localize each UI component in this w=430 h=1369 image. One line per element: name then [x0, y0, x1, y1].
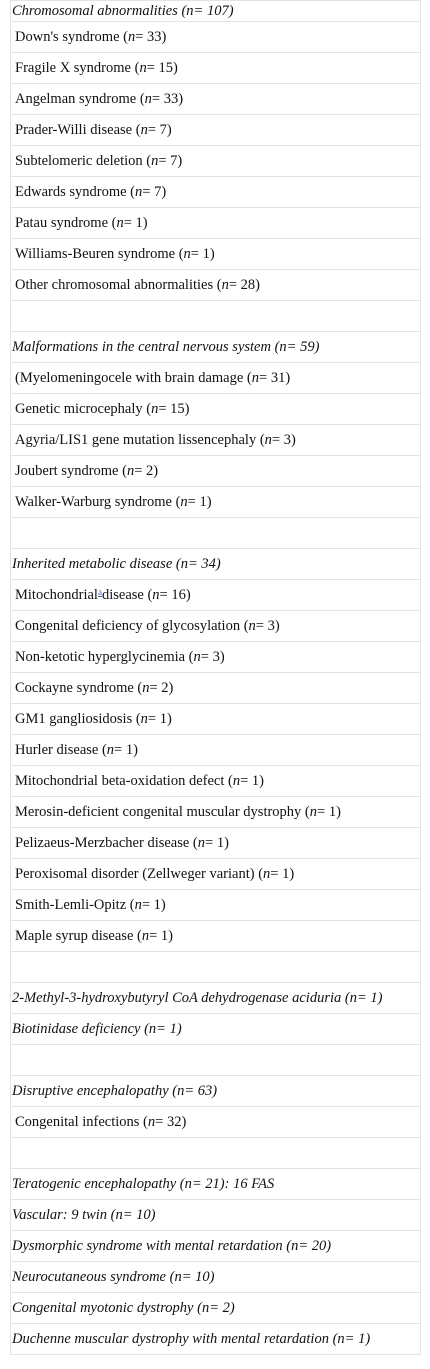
category-row — [11, 983, 420, 1014]
row-text: Patau syndrome ( — [15, 214, 117, 231]
category-row — [11, 1200, 420, 1231]
table-row — [11, 580, 420, 611]
row-text: Vascular: 9 twin ( — [12, 1206, 116, 1223]
n-symbol: n — [248, 617, 256, 634]
row-text: = 1) — [114, 741, 138, 758]
row-text: Joubert syndrome ( — [15, 462, 127, 479]
table-row — [11, 673, 420, 704]
n-symbol: n — [264, 431, 272, 448]
n-symbol: n — [127, 28, 136, 45]
row-text: Mitochondrial beta-oxidation defect ( — [15, 772, 233, 789]
row-text: = 10) — [181, 1268, 215, 1285]
row-text: = 1) — [187, 493, 212, 510]
row-text: = 1) — [190, 245, 215, 262]
row-text: Chromosomal abnormalities ( — [12, 2, 187, 19]
n-symbol: n — [177, 1082, 185, 1099]
table-row — [11, 425, 420, 456]
n-symbol: n — [140, 710, 148, 727]
row-text: = 33) — [151, 90, 184, 107]
row-text: = 16) — [159, 586, 191, 603]
row-text: disease ( — [101, 586, 153, 603]
row-text: (Myelomeningocele with brain damage ( — [15, 369, 252, 386]
row-text: Subtelomeric deletion ( — [15, 152, 152, 169]
row-text: = 21): 16 FAS — [191, 1175, 275, 1192]
row-text: Congenital myotonic dystrophy ( — [12, 1299, 202, 1316]
category-row — [11, 1293, 420, 1324]
row-text: = 107) — [193, 2, 234, 19]
row-text: = 31) — [259, 369, 291, 386]
row-text: Neurocutaneous syndrome ( — [12, 1268, 175, 1285]
n-symbol: n — [193, 648, 201, 665]
n-symbol: n — [144, 90, 152, 107]
row-text: = 2) — [134, 462, 159, 479]
table-row — [11, 270, 420, 301]
category-row — [11, 332, 420, 363]
table-row — [11, 704, 420, 735]
row-text: = 2) — [149, 679, 174, 696]
n-symbol: n — [186, 2, 194, 19]
n-symbol: n — [116, 214, 124, 231]
n-symbol: n — [263, 865, 271, 882]
category-row — [11, 1324, 420, 1355]
row-text: = 1) — [149, 927, 173, 944]
row-text: 2-Methyl-3-hydroxybutyryl CoA dehydrogenase aciduria ( — [12, 989, 350, 1006]
row-text: Hurler disease ( — [15, 741, 107, 758]
row-text: Pelizaeus-Merzbacher disease ( — [15, 834, 198, 851]
row-text: = 63) — [184, 1082, 218, 1099]
row-text: = 3) — [271, 431, 296, 448]
row-text: Merosin-deficient congenital muscular dystrophy ( — [15, 803, 310, 820]
row-text: Other chromosomal abnormalities ( — [15, 276, 222, 293]
row-text: = 1) — [123, 214, 148, 231]
row-text: GM1 gangliosidosis ( — [15, 710, 141, 727]
row-text: Down's syndrome ( — [15, 28, 128, 45]
row-text: Walker-Warburg syndrome ( — [15, 493, 181, 510]
n-symbol: n — [183, 245, 191, 262]
n-symbol: n — [147, 1113, 156, 1130]
row-text: = 32) — [155, 1113, 187, 1130]
blank-row — [11, 1138, 420, 1169]
row-text: Biotinidase deficiency ( — [12, 1020, 149, 1037]
n-symbol: n — [349, 989, 357, 1006]
blank-row — [11, 518, 420, 549]
row-text: = 20) — [298, 1237, 332, 1254]
table-row — [11, 208, 420, 239]
blank-row — [11, 952, 420, 983]
row-text: Edwards syndrome ( — [15, 183, 136, 200]
row-text: Smith-Lemli-Opitz ( — [15, 896, 135, 913]
n-symbol: n — [135, 183, 143, 200]
row-text: Angelman syndrome ( — [15, 90, 145, 107]
table-row — [11, 766, 420, 797]
footnote-link[interactable]: a — [97, 587, 102, 597]
table-row — [11, 456, 420, 487]
row-text: = 7) — [147, 121, 172, 138]
n-symbol: n — [180, 555, 188, 572]
row-text: Disruptive encephalopathy ( — [12, 1082, 178, 1099]
n-symbol: n — [142, 679, 150, 696]
category-row — [11, 1169, 420, 1200]
row-text: = 1) — [270, 865, 295, 882]
n-symbol: n — [279, 338, 287, 355]
row-text: Williams-Beuren syndrome ( — [15, 245, 184, 262]
row-text: Mitochondrial — [15, 586, 98, 603]
row-text: = 1) — [356, 989, 383, 1006]
row-text: Genetic microcephaly ( — [15, 400, 152, 417]
blank-row — [11, 1045, 420, 1076]
table-row — [11, 797, 420, 828]
table-row — [11, 611, 420, 642]
n-symbol: n — [148, 1020, 157, 1037]
n-symbol: n — [309, 803, 318, 820]
row-text: = 1) — [344, 1330, 371, 1347]
table-row — [11, 394, 420, 425]
category-row — [11, 1231, 420, 1262]
row-text: Non-ketotic hyperglycinemia ( — [15, 648, 194, 665]
row-text: = 1) — [141, 896, 166, 913]
n-symbol: n — [184, 1175, 192, 1192]
category-row — [11, 0, 420, 22]
row-text: = 1) — [317, 803, 341, 820]
table-row — [11, 735, 420, 766]
row-text: = 15) — [146, 59, 178, 76]
table-row — [11, 177, 420, 208]
table-row — [11, 921, 420, 952]
row-text: Congenital infections ( — [15, 1113, 148, 1130]
row-text: = 3) — [255, 617, 280, 634]
table-row — [11, 115, 420, 146]
row-text: Cockayne syndrome ( — [15, 679, 143, 696]
blank-row — [11, 301, 420, 332]
row-text: Congenital deficiency of glycosylation ( — [15, 617, 249, 634]
table-row — [11, 642, 420, 673]
n-symbol: n — [174, 1268, 182, 1285]
table-row — [11, 22, 420, 53]
n-symbol: n — [115, 1206, 123, 1223]
table-row — [11, 890, 420, 921]
n-symbol: n — [180, 493, 188, 510]
n-symbol: n — [106, 741, 115, 758]
n-symbol: n — [337, 1330, 345, 1347]
category-row — [11, 1076, 420, 1107]
row-text: = 15) — [158, 400, 190, 417]
n-symbol: n — [141, 927, 150, 944]
row-text: = 1) — [240, 772, 264, 789]
row-text: Fragile X syndrome ( — [15, 59, 140, 76]
n-symbol: n — [134, 896, 142, 913]
n-symbol: n — [152, 586, 160, 603]
row-text: = 33) — [135, 28, 167, 45]
row-text: = 28) — [228, 276, 260, 293]
row-text: = 1) — [147, 710, 172, 727]
row-text: = 2) — [209, 1299, 235, 1316]
row-text: = 10) — [122, 1206, 156, 1223]
n-symbol: n — [151, 400, 159, 417]
n-symbol: n — [291, 1237, 299, 1254]
row-text: = 7) — [142, 183, 167, 200]
table-row — [11, 828, 420, 859]
table-row — [11, 146, 420, 177]
row-text: = 1) — [205, 834, 229, 851]
row-text: Teratogenic encephalopathy ( — [12, 1175, 185, 1192]
n-symbol: n — [201, 1299, 210, 1316]
row-text: Peroxisomal disorder (Zellweger variant) ( — [15, 865, 264, 882]
n-symbol: n — [151, 152, 159, 169]
n-symbol: n — [139, 59, 147, 76]
row-text: Inherited metabolic disease ( — [12, 555, 181, 572]
table-row — [11, 1107, 420, 1138]
row-text: = 3) — [200, 648, 225, 665]
n-symbol: n — [140, 121, 148, 138]
table-row — [11, 487, 420, 518]
n-symbol: n — [126, 462, 135, 479]
table-row — [11, 84, 420, 115]
n-symbol: n — [221, 276, 229, 293]
row-text: = 1) — [156, 1020, 182, 1037]
category-row — [11, 1014, 420, 1045]
row-text: Agyria/LIS1 gene mutation lissencephaly ( — [15, 431, 265, 448]
category-row — [11, 549, 420, 580]
row-text: = 59) — [286, 338, 320, 355]
diagnosis-table — [10, 0, 421, 1355]
row-text: Maple syrup disease ( — [15, 927, 142, 944]
table-row — [11, 53, 420, 84]
table-row — [11, 239, 420, 270]
row-text: Prader-Willi disease ( — [15, 121, 141, 138]
table-row — [11, 859, 420, 890]
n-symbol: n — [197, 834, 206, 851]
category-row — [11, 1262, 420, 1293]
n-symbol: n — [232, 772, 241, 789]
table-row — [11, 363, 420, 394]
row-text: = 7) — [158, 152, 183, 169]
row-text: Duchenne muscular dystrophy with mental retardation ( — [12, 1330, 338, 1347]
n-symbol: n — [251, 369, 260, 386]
row-text: Malformations in the central nervous system ( — [12, 338, 280, 355]
row-text: = 34) — [187, 555, 221, 572]
row-text: Dysmorphic syndrome with mental retardation ( — [12, 1237, 292, 1254]
